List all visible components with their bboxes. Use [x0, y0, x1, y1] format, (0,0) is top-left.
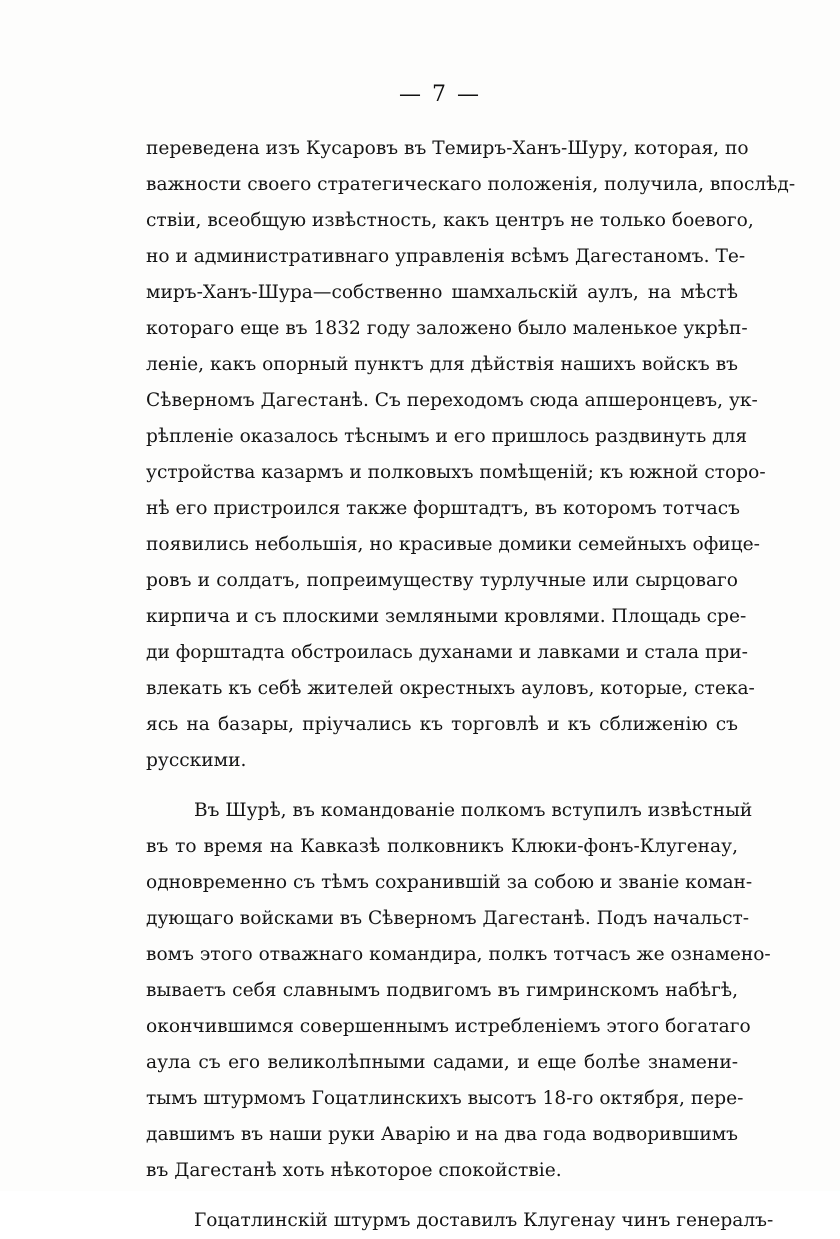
text-line: тымъ штурмомъ Гоцатлинскихъ высотъ 18-го октября, пере- — [146, 1088, 744, 1109]
text-line: русскими. — [146, 750, 247, 771]
text-line: окончившимся совершеннымъ истребленіемъ этого богатаго — [146, 1016, 751, 1037]
text-line: Въ Шурѣ, въ командованіе полкомъ вступилъ извѣстный — [194, 800, 753, 821]
text-line: рѣпленіе оказалось тѣснымъ и его пришлось раздвинуть для — [146, 426, 748, 447]
text-line: ствіи, всеобщую извѣстность, какъ центръ не только боевого, — [146, 210, 754, 231]
text-line: ди форштадта обстроилась духанами и лавками и стала при- — [146, 642, 748, 663]
text-line: дующаго войсками въ Сѣверномъ Дагестанѣ. Подъ начальст- — [146, 908, 750, 929]
text-line: ясь на базары, пріучались къ торговлѣ и къ сближенію съ — [146, 714, 738, 735]
text-line: котораго еще въ 1832 году заложено было маленькое укрѣп- — [146, 318, 748, 339]
paragraph — [146, 793, 771, 1189]
text-line: ровъ и солдатъ, попреимуществу турлучные или сырцоваго — [146, 570, 738, 591]
paragraph-gap — [146, 1189, 738, 1203]
text-line: леніе, какъ опорный пунктъ для дѣйствія нашихъ войскъ въ — [146, 354, 738, 375]
text-line: миръ-Ханъ-Шура—собственно шамхальскій аулъ, на мѣстѣ — [146, 282, 738, 303]
body-text — [146, 131, 796, 1239]
text-line: нѣ его пристроился также форштадтъ, въ которомъ тотчасъ — [146, 498, 741, 519]
text-line: Гоцатлинскій штурмъ доставилъ Клугенау чинъ генералъ- — [194, 1210, 774, 1231]
text-line: переведена изъ Кусаровъ въ Темиръ-Ханъ-Шуру, которая, по — [146, 138, 749, 159]
paragraph — [146, 1203, 774, 1239]
paragraph — [146, 131, 796, 779]
text-line: важности своего стратегическаго положенія, получила, впослѣд- — [146, 174, 796, 195]
text-line: давшимъ въ наши руки Аварію и на два года водворившимъ — [146, 1124, 739, 1145]
text-line: одновременно съ тѣмъ сохранившій за собою и званіе коман- — [146, 872, 753, 893]
text-line: кирпича и съ плоскими земляными кровлями. Площадь сре- — [146, 606, 747, 627]
text-line: вомъ этого отважнаго командира, полкъ тотчасъ же ознамено- — [146, 944, 771, 965]
text-line: но и административнаго управленія всѣмъ Дагестаномъ. Те- — [146, 246, 746, 267]
text-line: Сѣверномъ Дагестанѣ. Съ переходомъ сюда апшеронцевъ, ук- — [146, 390, 758, 411]
text-line: въ Дагестанѣ хоть нѣкоторое спокойствіе. — [146, 1160, 562, 1181]
text-line: аула съ его великолѣпными садами, и еще болѣе знамени- — [146, 1052, 738, 1073]
text-line: вываетъ себя славнымъ подвигомъ въ гимринскомъ набѣгѣ, — [146, 980, 738, 1001]
text-line: влекать къ себѣ жителей окрестныхъ ауловъ, которые, стека- — [146, 678, 755, 699]
text-line: устройства казармъ и полковыхъ помѣщеній; къ южной сторо- — [146, 462, 766, 483]
page-number: — 7 — — [399, 82, 481, 107]
text-line: появились небольшія, но красивые домики семейныхъ офице- — [146, 534, 760, 555]
paragraph-gap — [146, 779, 738, 793]
text-line: въ то время на Кавказѣ полковникъ Клюки-фонъ-Клугенау, — [146, 836, 738, 857]
